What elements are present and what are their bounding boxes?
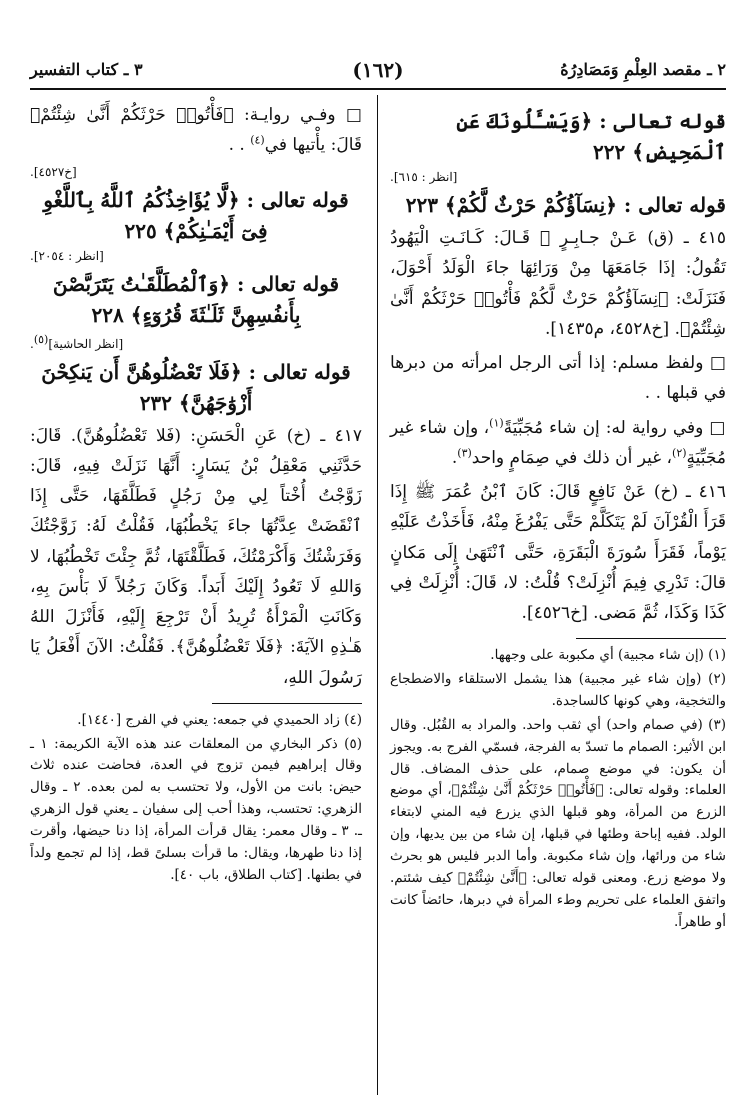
ayah-number: ٢٢٨ xyxy=(91,302,124,327)
heading-label: قوله تعالى : xyxy=(599,109,726,133)
cross-reference: [انظر : ٢٠٥٤]. xyxy=(30,248,104,263)
hadith-paragraph: □ ولفظ مسلم: إذا أتى الرجل امرأته من دبرها في قبلها . . xyxy=(390,353,726,404)
page-number: (١٦٢) xyxy=(352,58,404,82)
verse-heading xyxy=(30,269,362,331)
footnote: (٤) زاد الحميدي في جمعه: يعني في الفرج [١٤٤٠]. xyxy=(77,711,362,728)
narration-text: □ وفـي روايـة: ﴿فَأْتُوا۟ حَرْثَكُمْ أَنَّىٰ شِئْتُمْ﴾ قَالَ: يأْتيها في$^{(٤)}$ . . xyxy=(30,105,362,156)
hadith-text xyxy=(30,421,362,693)
verse-heading xyxy=(30,357,362,419)
cross-reference: [انظر : ٦١٥]. xyxy=(390,170,458,184)
footnote: (٣) (في صمام واحد) أي ثقب واحد. والمراد به القُبُل. وقال ابن الأثير: الصمام ما تسدّ به الفرجة، فسمّي الفرج به. ويجوز أن يكون: في موضع صمام، على حذف المضاف. قال العلماء: وقوله تعالى: ﴿فَأْتُوا۟ حَرْثَكُمْ أَنَّىٰ شِئْتُمْ﴾، أي موضع الزرع من المرأة، وهو قبلها الذي يزرع فيه المني لابتغاء الولد. ففيه إباحة وطئها في قبلها، إن شاء من بين يديها، وإن شاء من ورائها، وإن شاء مكبوبة. وأما الدبر فليس هو بحرث ولا موضع زرع. ومعنى قوله تعالى: ﴿أَنَّىٰ شِئْتُمْ﴾ كيف شئتم. واتفق العلماء على تحريم وطء المرأة في دبرها، حائضاً كانت أو طاهراً. xyxy=(390,716,726,930)
footnotes xyxy=(30,710,362,887)
cross-reference: [انظر الحاشية](٥). xyxy=(30,332,124,351)
ayah-text: ﴿لَّا يُؤَاخِذُكُمُ ٱللَّهُ بِٱللَّغْوِ فِىٓ أَيْمَـٰنِكُمْ﴾ xyxy=(43,187,268,243)
ayah-text: ﴿وَٱلْمُطَلَّقَـٰتُ يَتَرَبَّصْنَ بِأَنفُسِهِنَّ ثَلَـٰثَةَ قُرُوٓءٍ﴾ xyxy=(52,271,301,327)
right-column xyxy=(390,100,726,935)
ayah-text: ﴿فَلَا تَعْضُلُوهُنَّ أَن يَنكِحْنَ أَزْوَٰجَهُنَّ﴾ xyxy=(41,359,253,415)
footnote: (٥) ذكر البخاري من المعلقات عند هذه الآية الكريمة: ١ ـ وقال إبراهيم فيمن تزوج في العدة، فحاضت عنده ثلاث حيض: بانت من الأول، ولا تحتسب به لمن بعده. ٢ ـ وقال الزهري: تحتسب، وهذا أحب إلى سفيان ـ يعني قول الزهري ـ. ٣ ـ وقال معمر: يقال قرأت المرأة، إذا دنا حيضها، وأقرت إذا دنا طهرها، ويقال: ما قرأت بسلىً قط، إذا لم تجمع ولداً في بطنها. [كتاب الطلاق، باب ٤٠]. xyxy=(30,735,362,883)
footnotes xyxy=(390,645,726,933)
left-column xyxy=(30,100,362,889)
footnote-marker: (٣) xyxy=(457,446,472,460)
hadith-paragraph: ٤١٧ ـ (خ) عَنِ الْحَسَنِ: (فَلا تَعْضُلُوهُنَّ). قَالَ: حَدَّثَنِي مَعْقِلُ بْنُ يَسَارٍ: أَنَّهَا نَزَلَتْ فِيهِ، قَالَ: زَوَّجْتُ أُخْتاً لِي مِنْ رَجُلٍ فَطَلَّقَهَا، حَتَّى إِذَا ٱنْقَضَتْ عِدَّتُهَا جاءَ يَخْطُبُهَا، فَقُلْتُ لَهُ: زَوَّجْتُكَ وَفَرَشْتُكَ وَأَكْرَمْتُكَ، فَطَلَّقْتَهَا، ثُمَّ جِئْتَ تَخْطُبُهَا، لا وَاللهِ لَا تَعُودُ إِلَيْكَ أَبَداً. وَكَانَ رَجُلاً لَا بَأْسَ بِهِ، وَكَانَتِ الْمَرْأَةُ تُرِيدُ أَنْ تَرْجِعَ إِلَيْهِ، فَأَنْزَلَ اللهُ هَـٰذِهِ الآيَةَ: ﴿فَلَا تَعْضُلُوهُنَّ﴾. فَقُلْتُ: الآنَ أَفْعَلُ يَا رَسُولَ اللهِ، xyxy=(30,425,362,688)
heading-label: قوله تعالى : xyxy=(237,271,340,296)
verse-heading xyxy=(390,106,726,168)
verse-heading xyxy=(30,185,362,247)
footnote-marker: (٤) xyxy=(250,133,265,147)
heading-label: قوله تعالى : xyxy=(623,193,726,217)
ayah-number: ٢٢٢ xyxy=(593,140,626,164)
book-title: ٣ ـ كتاب التفسير xyxy=(30,60,143,79)
ayah-number: ٢٣٢ xyxy=(139,390,172,415)
source-reference: [خ٤٥٢٧]. xyxy=(30,164,77,179)
hadith-paragraph: ٤١٥ ـ (ق) عَـنْ جـابِـرٍ ﷺ قَـالَ: كَـانَـتِ الْيَهُودُ تَقُولُ: إذَا جَامَعَهَا مِنْ وَرَائِهَا جاءَ الْوَلَدُ أَحْوَلَ، فَنَزَلَتْ: ﴿نِسَآؤُكُمْ حَرْثٌ لَّكُمْ فَأْتُوا۟ حَرْثَكُمْ أَنَّىٰ شِئْتُمْ﴾. [خ٤٥٢٨، م١٤٣٥]. xyxy=(390,228,726,339)
footnote: (٢) (وإن شاء غير مجبية) هذا يشمل الاستلقاء والاضطجاع والتخجية، وهي كونها كالساجدة. xyxy=(390,671,726,709)
hadith-text xyxy=(390,223,726,628)
ayah-text: ﴿نِسَآؤُكُمْ حَرْثٌ لَّكُمْ﴾ xyxy=(444,193,617,217)
ayah-number: ٢٢٣ xyxy=(405,193,438,217)
heading-label: قوله تعالى : xyxy=(248,359,351,384)
page-header xyxy=(30,58,726,86)
source-reference: [خ٤٥٢٨، م١٤٣٥]. xyxy=(545,318,670,339)
hadith-paragraph: ٤١٦ ـ (خ) عَنْ نَافِعٍ قَالَ: كَانَ ٱبْنُ عُمَرَ ﷺ إِذَا قَرَأَ الْقُرْآنَ لَمْ يَتَكَلَّمْ حَتَّى يَفْرُغَ مِنْهُ، فَأَخَذْتُ عَلَيْهِ يَوْماً، فَقَرَأَ سُورَةَ الْبَقَرَةِ، حَتَّى ٱنْتَهَىٰ إِلَى مَكانٍ قالَ: تَدْرِي فِيمَ أُنْزِلَتْ؟ قُلْتُ: لا، قَالَ: أُنْزِلَتْ فِي كَذَا وَكَذَا، ثُمَّ مَضى. [خ٤٥٢٦]. xyxy=(390,482,726,623)
ayah-number: ٢٢٥ xyxy=(124,218,157,243)
footnote: (١) (إن شاء مجبية) أي مكبوبة على وجهها. xyxy=(490,647,726,664)
footnote-marker: (٢) xyxy=(672,446,687,460)
hadith-paragraph: □ وفي رواية له: إن شاء مُجَبِّيَةً$^{(١)}$، وإن شاء غير مُجَبِّيَةٍ$^{(٢)}$، غير أن ذلك في صِمَامٍ واحد$^{(٣)}$. xyxy=(390,415,727,468)
footnote-rule xyxy=(212,703,362,704)
chapter-title: ٢ ـ مقصد العِلْمِ وَمَصَادِرُهُ xyxy=(560,60,726,79)
column-divider xyxy=(377,95,378,1095)
ayah-text: ﴿وَيَسْـَٔلُونَكَ عَنِ ٱلْمَحِيضِ﴾ xyxy=(456,109,726,164)
heading-label: قوله تعالى : xyxy=(246,187,349,212)
source-reference: [خ٤٥٢٦]. xyxy=(521,603,588,623)
header-rule xyxy=(30,88,726,90)
footnote-rule xyxy=(576,638,726,639)
footnote-marker: (١) xyxy=(489,415,504,429)
verse-heading xyxy=(390,190,726,221)
footnote-marker: (٥) xyxy=(33,332,49,346)
